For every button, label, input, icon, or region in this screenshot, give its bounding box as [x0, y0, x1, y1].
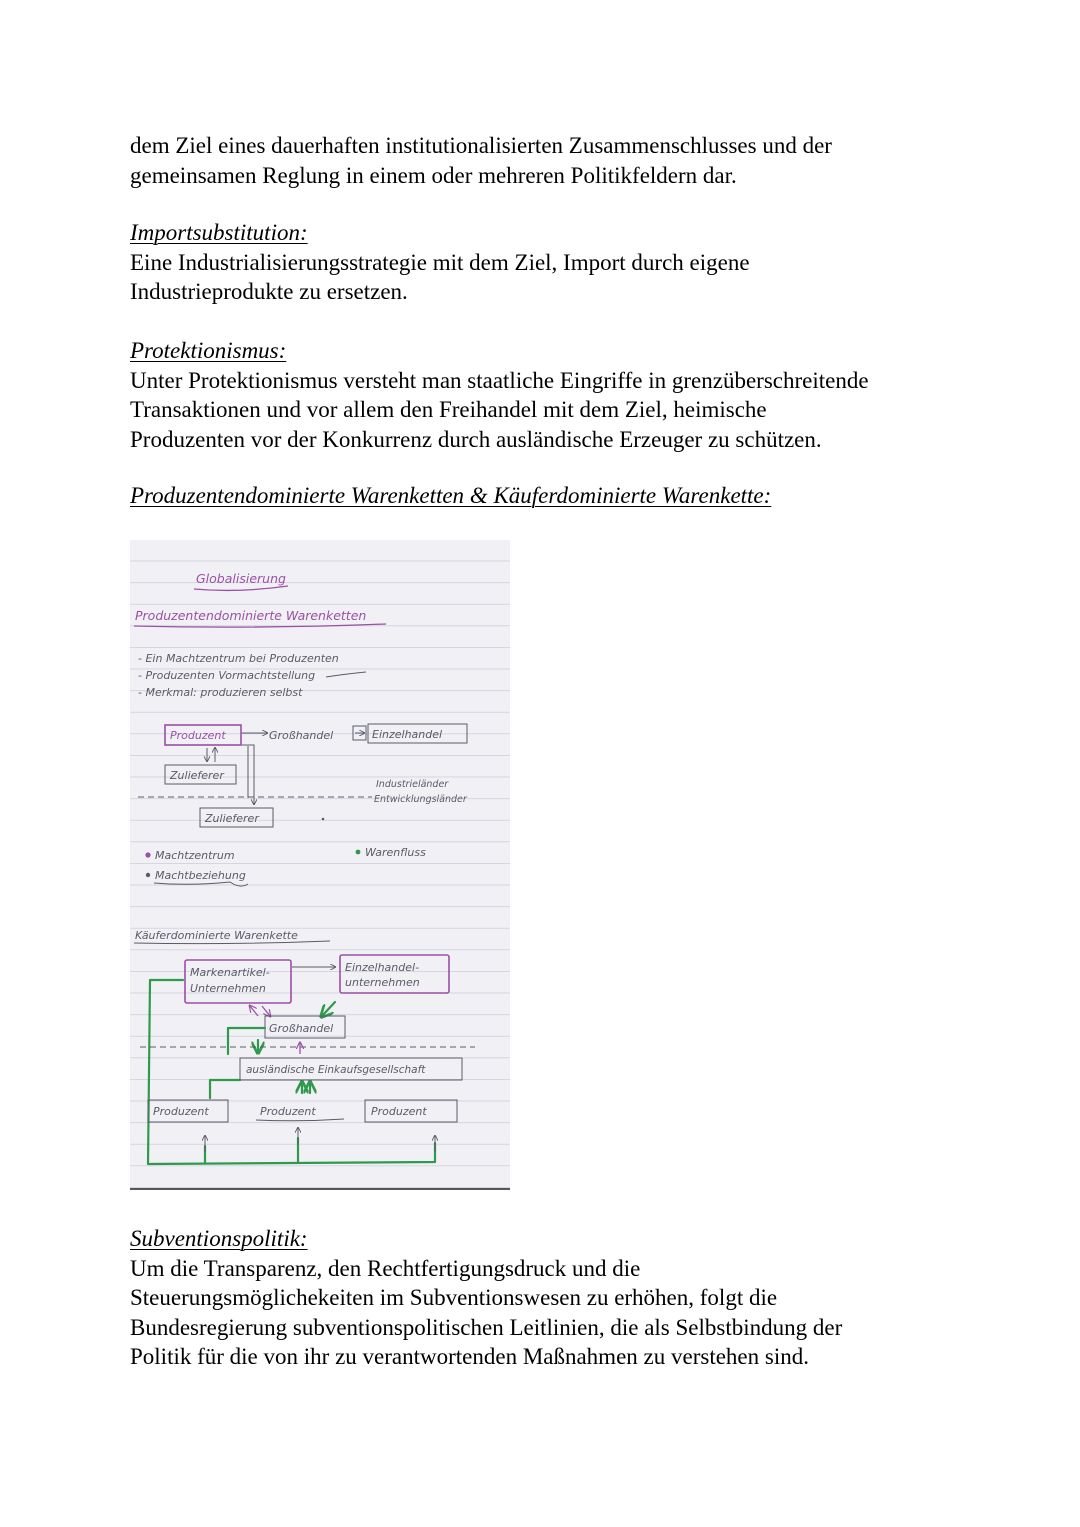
protektionismus-line: Produzenten vor der Konkurrenz durch ausländische Erzeuger zu schützen.	[130, 426, 822, 452]
einzelhandel-unternehmen-label: unternehmen	[345, 976, 420, 989]
importsubstitution-section	[130, 218, 750, 307]
warenfluss-bullet-icon	[356, 850, 361, 855]
einkaufsgesellschaft-label: ausländische Einkaufsgesellschaft	[246, 1064, 426, 1076]
einzelhandel-label: Einzelhandel	[372, 728, 443, 741]
subventionspolitik-line: Bundesregierung subventionspolitischen Leitlinien, die als Selbstbindung der	[130, 1314, 843, 1340]
zulieferer-label: Zulieferer	[170, 769, 224, 782]
subventionspolitik-line: Steuerungsmöglichekeiten im Subventionswesen zu erhöhen, folgt die	[130, 1285, 778, 1310]
legend-warenfluss: Warenfluss	[365, 846, 426, 859]
produzent-label: Produzent	[153, 1105, 209, 1118]
notebook-photo	[130, 540, 510, 1190]
produzent-label: Produzent	[170, 729, 226, 742]
importsubstitution-line: Industrieprodukte zu ersetzen.	[130, 279, 408, 304]
produzent-label: Produzent	[260, 1105, 316, 1118]
pencil-dot	[322, 818, 325, 821]
producer-chain-heading: Produzentendominierte Warenketten	[135, 608, 367, 623]
ruled-paper	[130, 540, 510, 1190]
produzent-label: Produzent	[371, 1105, 427, 1118]
zulieferer-label: Zulieferer	[205, 812, 259, 825]
warenketten-heading: Produzentendominierte Warenketten & Käuferdominierte Warenkette:	[130, 483, 772, 508]
importsubstitution-heading: Importsubstitution:	[130, 220, 308, 245]
producer-note: - Merkmal: produzieren selbst	[138, 686, 303, 699]
protektionismus-line: Transaktionen und vor allem den Freihandel mit dem Ziel, heimische	[130, 397, 767, 422]
notebook-title: Globalisierung	[196, 571, 286, 586]
producer-note: - Ein Machtzentrum bei Produzenten	[138, 652, 339, 665]
protektionismus-heading: Protektionismus:	[130, 338, 287, 363]
grosshandel-label: Großhandel	[269, 729, 334, 742]
intro-paragraph	[130, 131, 832, 190]
industrielaender-label: Industrieländer	[376, 779, 449, 790]
subventionspolitik-line: Politik für die von ihr zu verantwortenden Maßnahmen zu verstehen sind.	[130, 1344, 809, 1369]
buyer-chain-heading: Käuferdominierte Warenkette	[135, 929, 298, 942]
machtzentrum-bullet-icon	[145, 852, 150, 857]
grosshandel-label: Großhandel	[269, 1022, 334, 1035]
producer-note: - Produzenten Vormachtstellung	[138, 669, 316, 682]
markenartikel-label: Unternehmen	[190, 982, 266, 995]
importsubstitution-line: Eine Industrialisierungsstrategie mit dem Ziel, Import durch eigene	[130, 249, 750, 275]
protektionismus-line: Unter Protektionismus versteht man staatliche Eingriffe in grenzüberschreitende	[130, 367, 869, 393]
intro-line: dem Ziel eines dauerhaften institutionalisierten Zusammenschlusses und der	[130, 133, 832, 158]
intro-line: gemeinsamen Reglung in einem oder mehreren Politikfeldern dar.	[130, 162, 737, 188]
notebook-drawing	[130, 540, 510, 1190]
legend-machtbeziehung: Machtbeziehung	[155, 869, 246, 882]
entwicklungslaender-label: Entwicklungsländer	[374, 794, 467, 805]
einzelhandel-unternehmen-label: Einzelhandel-	[345, 961, 420, 974]
markenartikel-label: Markenartikel-	[190, 966, 270, 979]
subventionspolitik-line: Um die Transparenz, den Rechtfertigungsdruck und die	[130, 1255, 641, 1281]
subventionspolitik-heading: Subventionspolitik:	[130, 1226, 308, 1251]
subventionspolitik-section	[130, 1224, 842, 1372]
protektionismus-section	[130, 336, 869, 454]
legend-machtzentrum: Machtzentrum	[155, 849, 235, 862]
machtbeziehung-bullet-icon	[146, 873, 150, 877]
warenketten-section	[130, 481, 771, 511]
